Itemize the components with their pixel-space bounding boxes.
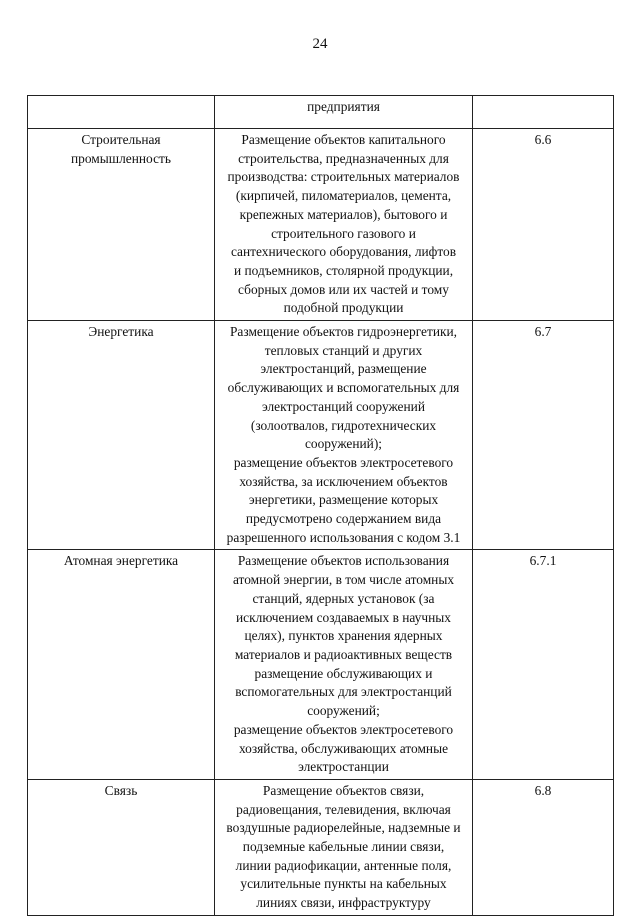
description-cell: Размещение объектов капитального строительства, предназначенных для производства: строительных материалов (кирпичей, пиломатериалов, цемента, крепежных материалов), бытового и строительного газового и сантехнического оборудования, лифтов и подъемников, столярной продукции, сборных домов или их частей и тому подобной продукции (215, 129, 473, 321)
activity-name-cell (28, 96, 215, 129)
table-row (28, 779, 614, 915)
code-cell: 6.8 (473, 779, 614, 915)
description-cell (215, 550, 473, 779)
description-paragraph: размещение объектов электросетевого хозяйства, за исключением объектов энергетики, размещение которых предусмотрено содержанием вида разрешенного использования с кодом 3.1 (226, 454, 461, 545)
description-paragraph: размещение объектов электросетевого хозяйства, обслуживающих атомные электростанции (233, 721, 454, 775)
table-row (28, 129, 614, 321)
code-cell (473, 96, 614, 129)
code-cell: 6.6 (473, 129, 614, 321)
description-paragraph: Размещение объектов использования атомной энергии, в том числе атомных станций, ядерных установок (за исключением создаваемых в научных целях), пунктов хранения ядерных материалов и радиоактивных веществ размещение обслуживающих и вспомогательных для электростанций сооружений; (232, 553, 455, 719)
description-paragraph: Размещение объектов гидроэнергетики, тепловых станций и других электростанций, размещение обслуживающих и вспомогательных для электростанций сооружений (золоотвалов, гидротехнических сооружений); (227, 324, 460, 452)
activity-name-cell: Атомная энергетика (28, 550, 215, 779)
description-cell: предприятия (215, 96, 473, 129)
land-use-table (27, 95, 614, 916)
page-number: 24 (312, 36, 328, 52)
table-row (28, 550, 614, 779)
activity-name-cell: Энергетика (28, 321, 215, 550)
activity-name-cell: Строительная промышленность (28, 129, 215, 321)
description-cell (215, 321, 473, 550)
table-row (28, 321, 614, 550)
description-cell: Размещение объектов связи, радиовещания, телевидения, включая воздушные радиорелейные, надземные и подземные кабельные линии связи, линии радиофикации, антенные поля, усилительные пункты на кабельных линиях связи, инфраструктуру (215, 779, 473, 915)
code-cell: 6.7 (473, 321, 614, 550)
table-row-continuation (28, 96, 614, 129)
code-cell: 6.7.1 (473, 550, 614, 779)
activity-name-cell: Связь (28, 779, 215, 915)
